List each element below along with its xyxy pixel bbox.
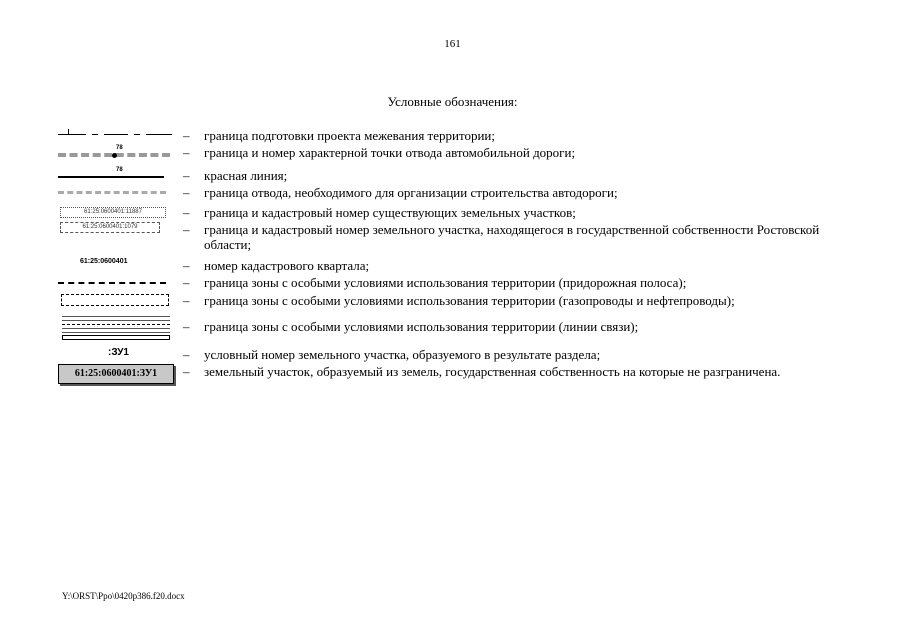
legend-dash: – (183, 347, 190, 362)
legend-description: граница и номер характерной точки отвода автомобильной дороги; (204, 145, 576, 160)
legend-description: граница зоны с особыми условиями использования территории (газопроводы и нефтепроводы); (204, 293, 735, 308)
legend-dash: – (183, 258, 190, 273)
symbol-conditional-number (58, 346, 174, 360)
legend-description: граница и кадастровый номер земельного участка, находящегося в государственной собственности Ростовской области; (204, 222, 820, 252)
legend-description: граница отвода, необходимого для организации строительства автодороги; (204, 185, 618, 200)
legend-description: земельный участок, образуемый из земель, государственная собственность на которые не разграничена. (204, 364, 781, 379)
symbol-point-number: 78 (116, 145, 123, 151)
symbol-state-plot (58, 221, 174, 235)
symbol-quarter-number: 61:25:0600401 (80, 258, 128, 265)
symbol-plot-label: :ЗУ1 (108, 347, 129, 358)
symbol-line-number: 78 (116, 167, 123, 173)
symbol-roadside-zone (58, 275, 174, 289)
legend-dash: – (183, 293, 190, 308)
legend-dash: – (183, 145, 190, 160)
symbol-project-boundary (58, 128, 174, 142)
legend-dash: – (183, 364, 190, 379)
legend-dash: – (183, 185, 190, 200)
legend-description: граница подготовки проекта межевания территории; (204, 128, 495, 143)
legend-dash: – (183, 128, 190, 143)
symbol-red-line (58, 167, 174, 181)
legend-dash: – (183, 275, 190, 290)
symbol-construction-allotment (58, 185, 174, 199)
page-number: 161 (444, 38, 461, 50)
legend-dash: – (183, 319, 190, 334)
legend-description: граница зоны с особыми условиями использования территории (линии связи); (204, 319, 639, 334)
legend-dash: – (183, 222, 190, 237)
legend-title: Условные обозначения: (387, 94, 518, 109)
symbol-cadastral-quarter (58, 257, 174, 271)
legend-description: номер кадастрового квартала; (204, 258, 370, 273)
symbol-road-point (58, 144, 174, 160)
legend-description: красная линия; (204, 168, 288, 183)
symbol-formed-plot: 61:25:0600401:ЗУ1 (58, 364, 174, 384)
footer-file-path: Y:\ORST\Ppo\0420p386.f20.docx (62, 591, 185, 601)
symbol-pipeline-zone (58, 292, 174, 310)
legend-description: граница и кадастровый номер существующих земельных участков; (204, 205, 576, 220)
symbol-cadastral-number: 61:25:0600401:11887 (60, 207, 166, 218)
legend-dash: – (183, 205, 190, 220)
legend-description: граница зоны с особыми условиями использования территории (придорожная полоса); (204, 275, 687, 290)
symbol-cadastral-number: 61:25:0600401:1079 (60, 222, 160, 233)
symbol-communication-zone (58, 313, 174, 339)
legend-dash: – (183, 168, 190, 183)
legend-description: условный номер земельного участка, образуемого в результате раздела; (204, 347, 601, 362)
symbol-existing-plots (58, 205, 174, 219)
